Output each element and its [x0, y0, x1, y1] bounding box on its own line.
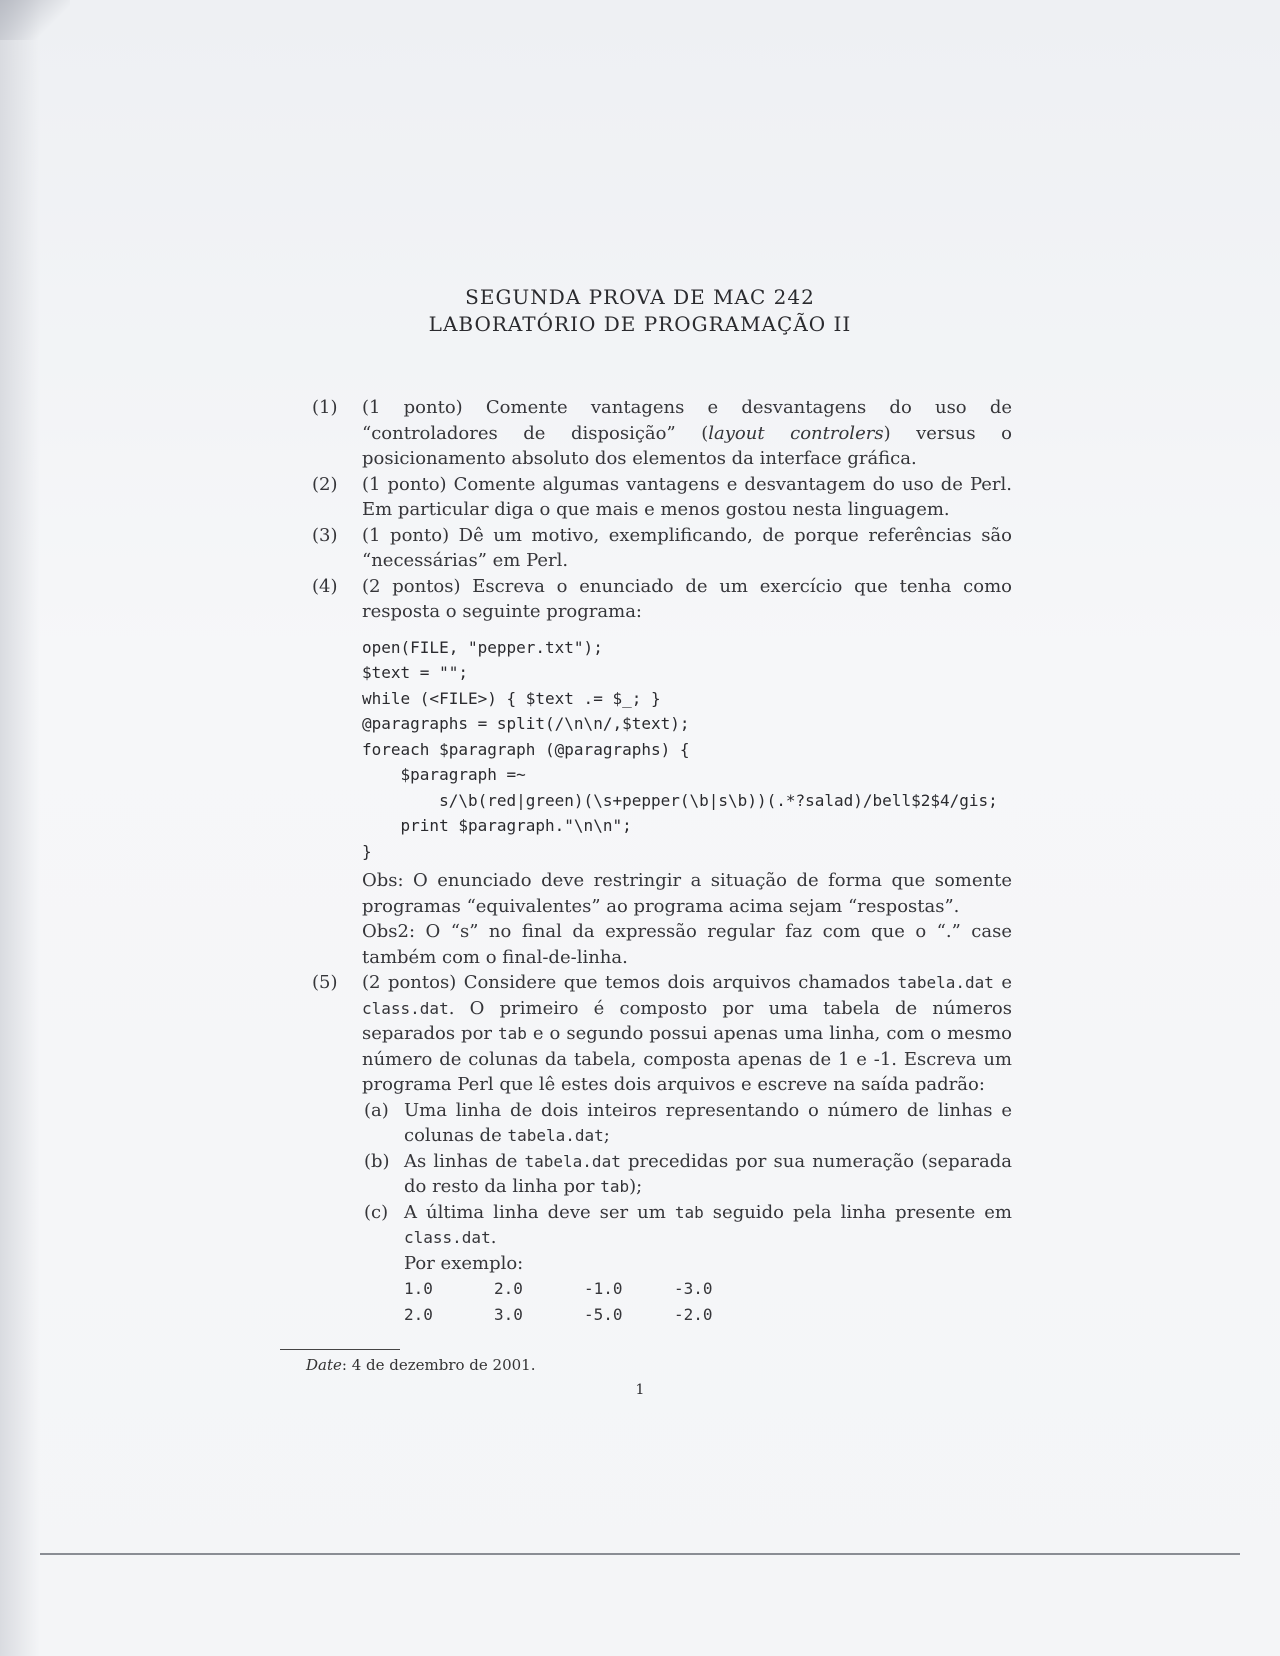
subitem-b: [362, 1149, 1012, 1200]
question-text: (1 ponto) Comente vantagens e desvantagens do uso de “controladores de disposição” (: [362, 397, 1012, 444]
table-row: [404, 1302, 764, 1328]
question-number: (1): [312, 397, 338, 418]
exam-title: [0, 284, 1280, 338]
keyword-tab: tab: [674, 1202, 704, 1222]
footnote: [306, 1356, 536, 1374]
filename-class: class.dat: [362, 998, 449, 1018]
keyword-tab: tab: [498, 1024, 527, 1043]
question-text: (1 ponto) Dê um motivo, exemplificando, de porque referências são “necessárias” em Perl.: [362, 524, 1012, 571]
question-number: (5): [312, 972, 338, 993]
question-text: (2 pontos) Escreva o enunciado de um exercício que tenha como resposta o seguinte programa:: [362, 575, 1012, 622]
filename-tabela: tabela.dat: [897, 973, 994, 992]
table-cell: -3.0: [674, 1279, 713, 1298]
subitem-text: As linhas de: [404, 1150, 525, 1172]
subitem-text: ;: [603, 1125, 610, 1146]
question-number: (2): [312, 473, 338, 495]
table-cell: -1.0: [584, 1279, 623, 1298]
scan-shadow: [0, 0, 40, 1656]
table-cell: -5.0: [584, 1304, 623, 1324]
subitem-text: seguido pela linha presente em: [703, 1201, 1012, 1223]
subitem-c: [362, 1200, 1012, 1251]
question-text-cont: ) versus o posicionamento absoluto dos elementos da interface gráfica.: [362, 422, 1012, 469]
question-3: [312, 523, 1012, 574]
perl-code-block: open(FILE, "pepper.txt"); $text = ""; while (<FILE>) { $text .= $_; } @paragraphs = split(/\n\n/,$text); foreach $paragraph (@paragraphs) { $paragraph =~ s/\b(red|green)(\s+pepper(\b|s\b))(.*?salad)/bell$2$4/gis; print $paragraph."\n\n"; }: [362, 637, 998, 861]
subitem-number: (c): [364, 1201, 389, 1223]
question-text: (2 pontos) Considere que temos dois arquivos chamados: [362, 972, 898, 993]
table-cell: -2.0: [674, 1304, 713, 1324]
filename-class: class.dat: [404, 1228, 491, 1247]
question-1: [312, 395, 1012, 472]
table-cell: 2.0: [404, 1304, 433, 1324]
question-italic-term: layout controlers: [708, 422, 884, 444]
filename-tabela: tabela.dat: [524, 1151, 621, 1171]
observation-2: Obs2: O “s” no final da expressão regular faz com que o “.” case também com o final-de-linha.: [362, 921, 1012, 968]
table-cell: 2.0: [494, 1279, 523, 1298]
question-text: . O primeiro é composto por uma tabela de números separados por: [362, 997, 1012, 1044]
example-table: [404, 1276, 764, 1327]
table-row: [404, 1276, 764, 1302]
footnote-text: : 4 de dezembro de 2001.: [341, 1356, 536, 1374]
title-line-1: SEGUNDA PROVA DE MAC 242: [465, 285, 815, 309]
footnote-label: Date: [306, 1356, 342, 1374]
keyword-tab: tab: [600, 1177, 630, 1196]
scan-bottom-line: [40, 1553, 1240, 1555]
subitem-text: precedidas por sua numeração (separada do resto da linha por: [404, 1150, 1012, 1197]
question-4: [312, 574, 1012, 971]
subitem-a: [362, 1098, 1012, 1149]
observation-1: Obs: O enunciado deve restringir a situação de forma que somente programas “equivalentes” ao programa acima sejam “respostas”.: [362, 870, 1012, 917]
question-text: e: [993, 972, 1012, 993]
question-text: (1 ponto) Comente algumas vantagens e desvantagem do uso de Perl. Em particular diga o que mais e menos gostou nesta linguagem.: [362, 473, 1012, 520]
question-5: [312, 970, 1012, 1327]
subitem-text: .: [490, 1227, 497, 1248]
question-text: e o segundo possui apenas uma linha, com o mesmo número de colunas da tabela, composta apenas de 1 e -1. Escreva um programa Perl que lê estes dois arquivos e escreve na saída padrão:: [362, 1023, 1013, 1095]
title-line-2: LABORATÓRIO DE PROGRAMAÇÃO II: [428, 312, 852, 336]
table-cell: 3.0: [494, 1304, 523, 1324]
question-2: [312, 472, 1012, 523]
page-number: 1: [635, 1382, 645, 1398]
subitem-text: A última linha deve ser um: [404, 1201, 675, 1223]
subitem-text: );: [629, 1176, 643, 1197]
subitem-number: (b): [364, 1150, 390, 1172]
scan-corner: [0, 0, 70, 40]
filename-tabela: tabela.dat: [507, 1126, 604, 1145]
question-number: (4): [312, 575, 338, 597]
table-cell: 1.0: [404, 1279, 433, 1298]
question-list: [312, 395, 1012, 1327]
footnote-rule: [280, 1349, 400, 1350]
subitem-number: (a): [364, 1099, 389, 1121]
example-label: Por exemplo:: [404, 1252, 524, 1274]
subitem-text: Uma linha de dois inteiros representando o número de linhas e colunas de: [404, 1099, 1012, 1146]
question-number: (3): [312, 524, 338, 546]
